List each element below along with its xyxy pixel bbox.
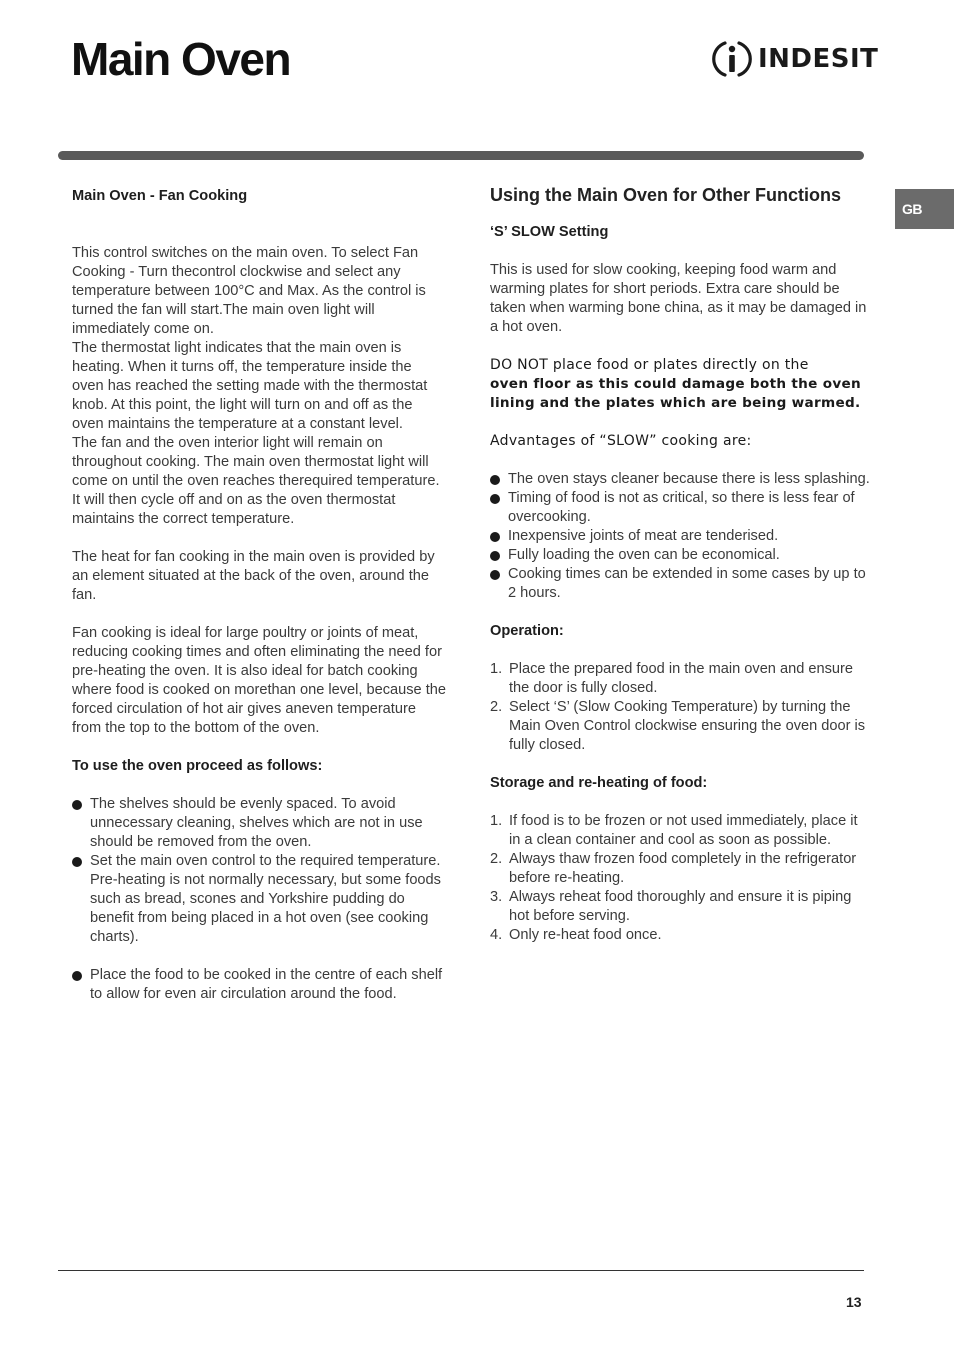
- bullet-icon: [72, 800, 82, 810]
- paragraph: The thermostat light indicates that the main oven is heating. When it turns off, the temperature inside the oven has reached the setting made with the thermostat knob. At this point, the light will turn on and off as the oven maintains the temperature at a constant level.: [72, 340, 428, 432]
- bullet-icon: [490, 475, 500, 485]
- list-item: Cooking times can be extended in some cases by up to 2 hours.: [490, 565, 872, 603]
- brand-logo: [712, 38, 878, 80]
- storage-heading: Storage and re-heating of food:: [490, 775, 708, 791]
- indesit-i-logo-icon: [712, 38, 752, 80]
- advantages-list: [490, 470, 872, 603]
- bullet-icon: [490, 570, 500, 580]
- right-column: [490, 187, 872, 945]
- paragraph: This control switches on the main oven. To select Fan Cooking - Turn thecontrol clockwise and select any temperature between 100°C and Max. As the control is turned the fan will start.The main oven light will immediately come on.: [72, 245, 426, 337]
- list-item: Place the food to be cooked in the centre of each shelf to allow for even air circulation around the food.: [72, 966, 446, 1004]
- warning-line: DO NOT place food or plates directly on the: [490, 357, 809, 373]
- bullet-icon: [490, 551, 500, 561]
- brand-name: INDESIT: [758, 44, 879, 74]
- bullet-icon: [72, 971, 82, 981]
- bullet-icon: [490, 532, 500, 542]
- warning-text: oven floor as this could damage both the oven lining and the plates which are being warmed.: [490, 376, 861, 411]
- slow-setting-heading: ‘S’ SLOW Setting: [490, 224, 609, 240]
- storage-list: [490, 812, 872, 945]
- list-item: Fully loading the oven can be economical.: [490, 546, 872, 565]
- list-item: 2. Select ‘S’ (Slow Cooking Temperature) by turning the Main Oven Control clockwise ensuring the oven door is fully closed.: [490, 699, 866, 753]
- list-item: 1. If food is to be frozen or not used immediately, place it in a clean container and cool as soon as possible.: [490, 813, 858, 848]
- list-item: 4. Only re-heat food once.: [490, 927, 662, 943]
- left-column: [72, 187, 446, 1004]
- list-item: The shelves should be evenly spaced. To avoid unnecessary cleaning, shelves which are not in use should be removed from the oven.: [72, 795, 446, 852]
- proceed-heading: To use the oven proceed as follows:: [72, 758, 323, 774]
- proceed-list: [72, 795, 446, 1004]
- operation-heading: Operation:: [490, 623, 564, 639]
- footer-rule: [58, 1270, 864, 1271]
- section-heading-other-functions: Using the Main Oven for Other Functions: [490, 185, 842, 205]
- list-item: Timing of food is not as critical, so there is less fear of overcooking.: [490, 489, 872, 527]
- paragraph: The heat for fan cooking in the main oven is provided by an element situated at the back of the oven, around the fan.: [72, 549, 435, 603]
- list-item: 2. Always thaw frozen food completely in the refrigerator before re-heating.: [490, 851, 857, 886]
- paragraph: The fan and the oven interior light will remain on throughout cooking. The main oven thermostat light will come on until the oven reaches therequired temperature. It will then cycle off and on as the oven thermostat maintains the correct temperature.: [72, 435, 440, 527]
- list-item: Inexpensive joints of meat are tenderised.: [490, 527, 872, 546]
- section-heading-fan-cooking: Main Oven - Fan Cooking: [72, 188, 248, 204]
- list-item: Set the main oven control to the required temperature. Pre-heating is not normally necessary, but some foods such as bread, scones and Yorkshire pudding do benefit from being placed in a hot oven (see cooking charts).: [72, 852, 446, 947]
- list-item: 1. Place the prepared food in the main oven and ensure the door is fully closed.: [490, 661, 854, 696]
- list-item: 3. Always reheat food thoroughly and ensure it is piping hot before serving.: [490, 889, 852, 924]
- bullet-icon: [490, 494, 500, 504]
- header-rule: [58, 151, 864, 160]
- page-number: 13: [846, 1294, 862, 1310]
- paragraph: Fan cooking is ideal for large poultry or joints of meat, reducing cooking times and often eliminating the need for pre-heating the oven. It is also ideal for batch cooking where food is cooked on morethan one level, because the forced circulation of hot air gives aneven temperature from the top to the bottom of the oven.: [72, 625, 447, 736]
- operation-list: [490, 660, 872, 755]
- paragraph: This is used for slow cooking, keeping food warm and warming plates for short periods. Extra care should be taken when warming bone china, as it may be damaged in a hot oven.: [490, 262, 867, 335]
- language-tab: GB: [895, 189, 954, 229]
- page-title: Main Oven: [71, 33, 291, 85]
- bullet-icon: [72, 857, 82, 867]
- advantages-label: Advantages of “SLOW” cooking are:: [490, 433, 752, 449]
- list-item: The oven stays cleaner because there is less splashing.: [490, 470, 872, 489]
